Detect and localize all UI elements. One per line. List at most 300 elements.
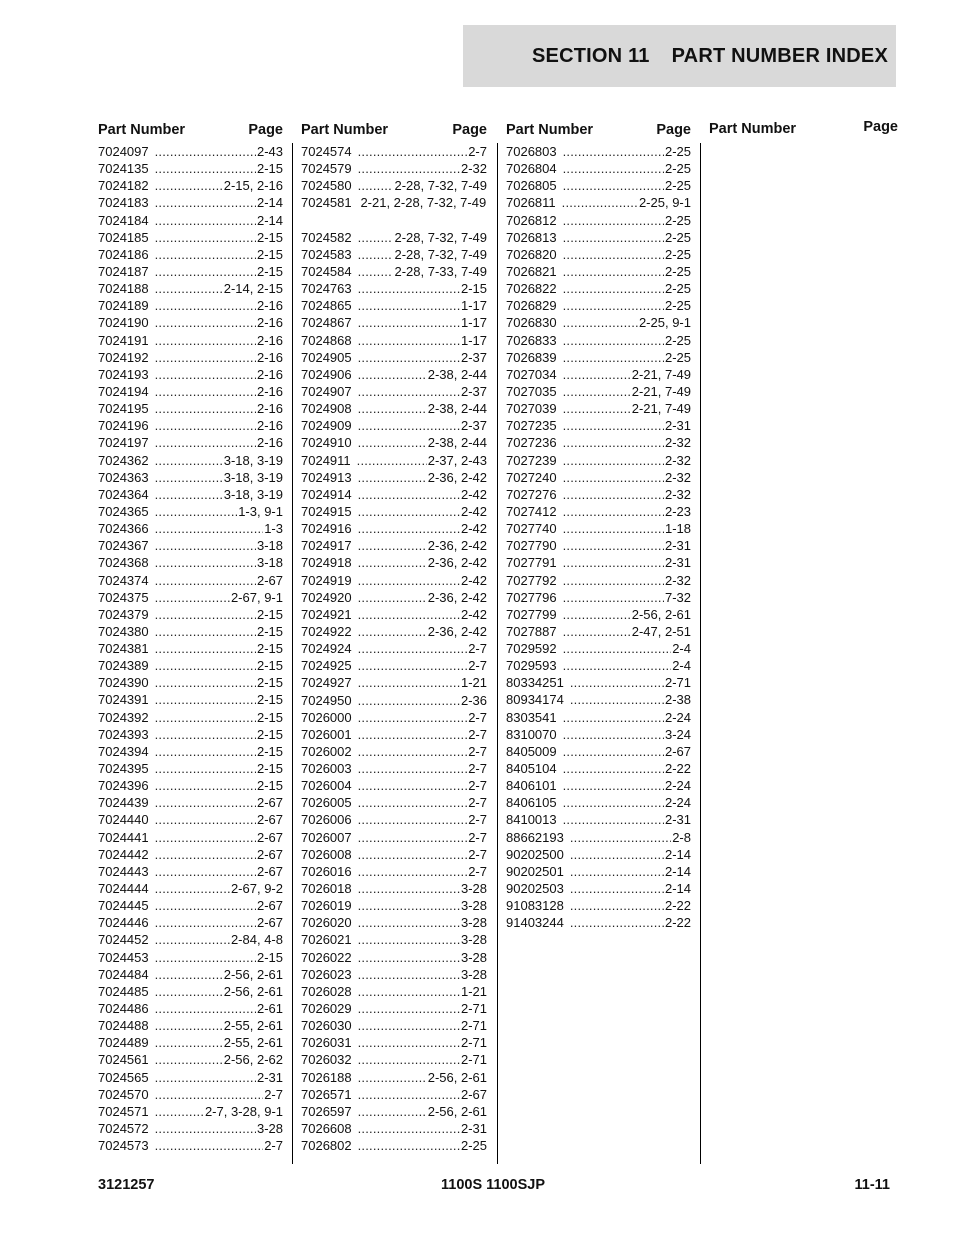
page-reference: 2-4 [672,641,691,657]
index-row [98,606,283,623]
page-reference: 2-7 [468,658,487,674]
part-number: 7026002 [301,743,352,759]
dot-leader [155,743,256,760]
dot-leader [563,794,664,811]
part-number: 7024571 [98,1103,149,1119]
index-row [301,520,487,537]
page-reference: 2-37 [460,383,487,399]
dot-leader [358,400,427,417]
page-reference: 2-67, 9-1 [230,589,283,605]
page-reference: 2-67 [256,846,283,862]
page-reference: 2-37, 2-43 [427,452,487,468]
index-row [98,1086,283,1103]
dot-leader [358,1017,460,1034]
page-reference: 2-37 [460,349,487,365]
index-row [301,554,487,571]
part-number: 7027791 [506,555,557,571]
dot-leader [358,743,468,760]
part-number: 7026021 [301,932,352,948]
part-number: 90202501 [506,863,564,879]
page-reference: 2-24 [664,778,691,794]
part-number: 7026029 [301,1001,352,1017]
dot-leader [563,726,664,743]
part-number: 7024440 [98,812,149,828]
index-row [301,863,487,880]
page-reference: 2-21, 7-49 [631,366,691,382]
page-reference: 2-38, 2-44 [427,366,487,382]
part-number: 7026019 [301,898,352,914]
part-number: 7024443 [98,863,149,879]
page-reference: 2-25 [664,178,691,194]
dot-leader [155,194,256,211]
part-number: 7024196 [98,418,149,434]
dot-leader [358,263,394,280]
dot-leader [570,846,664,863]
dot-leader [155,1069,256,1086]
index-row [506,554,691,571]
part-number: 7026571 [301,1086,352,1102]
page-reference: 1-3 [264,521,283,537]
part-number: 7024444 [98,881,149,897]
dot-leader [358,554,427,571]
page-reference: 2-7 [468,143,487,159]
part-number: 7024919 [301,572,352,588]
dot-leader [155,760,256,777]
page-reference: 2-67, 9-2 [230,881,283,897]
index-row [98,777,283,794]
column-divider [700,143,701,1164]
dot-leader [358,160,460,177]
dot-leader [358,297,460,314]
page-reference: 2-15 [256,623,283,639]
page-reference: 2-25 [664,246,691,262]
part-number: 7026811 [506,195,556,211]
page-reference: 2-14 [664,881,691,897]
index-row [506,674,691,691]
index-row [506,469,691,486]
page-reference: 2-32 [460,161,487,177]
column-header [98,119,283,141]
page-reference: 2-36, 2-42 [427,555,487,571]
index-row [301,537,487,554]
index-row [506,332,691,349]
page-reference: 2-16 [256,401,283,417]
dot-leader [155,726,256,743]
page-reference: 2-71 [460,1052,487,1068]
dot-leader [358,914,460,931]
dot-leader [155,280,223,297]
page-reference: 3-28 [460,949,487,965]
page-reference: 3-18, 3-19 [223,452,283,468]
index-row [301,400,487,417]
index-row [506,434,691,451]
index-row [98,1034,283,1051]
dot-leader [155,949,256,966]
index-row [506,212,691,229]
part-number: 7024183 [98,195,149,211]
part-number: 7024188 [98,281,149,297]
index-row [506,366,691,383]
index-row [301,349,487,366]
index-row [301,1103,487,1120]
dot-leader [358,537,427,554]
index-row [98,692,283,709]
index-row [506,914,691,931]
page-reference: 2-36, 2-42 [427,623,487,639]
dot-leader [155,400,256,417]
part-number: 7024924 [301,641,352,657]
dot-leader [358,863,468,880]
dot-leader [563,777,664,794]
page-reference: 2-25 [664,332,691,348]
part-number: 7024379 [98,606,149,622]
dot-leader [358,332,460,349]
index-row [301,1051,487,1068]
dot-leader [563,143,664,160]
page-reference: 2-25 [664,143,691,159]
index-row [98,383,283,400]
page-reference: 3-24 [664,726,691,742]
dot-leader [358,229,394,246]
index-row [301,606,487,623]
page-reference: 2-15 [256,675,283,691]
page-reference: 2-24 [664,795,691,811]
index-row [506,349,691,366]
page-reference: 2-15 [256,658,283,674]
part-number: 7027887 [506,623,557,639]
page-reference: 2-36, 2-42 [427,469,487,485]
part-number: 7024445 [98,898,149,914]
dot-leader [563,434,664,451]
part-number: 7024921 [301,606,352,622]
dot-leader [155,1000,256,1017]
dot-leader [358,606,460,623]
part-number: 7026031 [301,1035,352,1051]
index-row [98,212,283,229]
page-reference: 2-25 [664,263,691,279]
page-reference: 2-67 [256,795,283,811]
dot-leader [563,400,631,417]
part-number: 7024922 [301,623,352,639]
dot-leader [358,383,460,400]
dot-leader [155,366,256,383]
dot-leader [155,674,256,691]
part-number: 7026608 [301,1121,352,1137]
index-row [301,966,487,983]
index-row [506,417,691,434]
page-reference: 2-67 [256,829,283,845]
dot-leader [563,383,631,400]
dot-leader [155,572,256,589]
index-row [301,314,487,331]
dot-leader [155,966,223,983]
page-reference: 2-71 [664,675,691,691]
dot-leader [155,623,256,640]
part-number: 7024365 [98,503,149,519]
part-number: 7026023 [301,966,352,982]
part-number: 7026020 [301,915,352,931]
part-number: 7026830 [506,315,557,331]
dot-leader [570,880,664,897]
part-number: 7026032 [301,1052,352,1068]
part-number: 8405104 [506,761,557,777]
dot-leader [358,1120,460,1137]
page-reference: 3-28 [460,932,487,948]
dot-leader [358,280,460,297]
index-row [301,623,487,640]
index-row [98,966,283,983]
dot-leader [155,177,223,194]
dot-leader [563,229,664,246]
index-row [98,1120,283,1137]
index-row [506,520,691,537]
page-reference: 2-15 [256,263,283,279]
part-number: 7024484 [98,966,149,982]
index-row [98,537,283,554]
page-reference: 2-7 [468,743,487,759]
page-reference: 2-14 [256,195,283,211]
page-reference: 2-15 [256,778,283,794]
index-row [506,452,691,469]
page-heading: Page [248,122,283,138]
part-number: 7027240 [506,469,557,485]
index-row [301,1017,487,1034]
dot-leader [155,417,256,434]
index-row [301,914,487,931]
page-reference: 2-25 [664,212,691,228]
index-row [98,760,283,777]
index-row [506,880,691,897]
part-number: 7024867 [301,315,352,331]
page-reference: 3-18 [256,538,283,554]
dot-leader [358,520,460,537]
dot-leader [563,417,664,434]
page-reference: 2-28, 7-32, 7-49 [394,178,487,194]
dot-leader [358,692,460,709]
dot-leader [358,966,460,983]
page-reference: 2-16 [256,383,283,399]
index-row [506,383,691,400]
page-reference: 2-7 [468,829,487,845]
index-row [98,400,283,417]
page-reference: 1-18 [664,521,691,537]
index-row [506,589,691,606]
index-row [506,846,691,863]
part-number: 7024582 [301,229,352,245]
part-number: 7024920 [301,589,352,605]
part-number: 7024453 [98,949,149,965]
page-reference: 1-21 [460,675,487,691]
index-row [506,572,691,589]
index-row [301,897,487,914]
index-row [98,983,283,1000]
dot-leader [563,314,638,331]
page-reference: 2-36, 2-42 [427,538,487,554]
page-reference: 2-25 [664,281,691,297]
dot-leader [155,537,256,554]
index-row [98,280,283,297]
part-number: 7026005 [301,795,352,811]
dot-leader [563,537,664,554]
page-reference: 2-31 [664,538,691,554]
dot-leader [155,1103,204,1120]
part-number: 7027412 [506,503,557,519]
part-number: 7024579 [301,161,352,177]
index-row [301,332,487,349]
index-row [301,1000,487,1017]
page-reference: 2-71 [460,1001,487,1017]
page-reference: 2-25, 9-1 [638,195,691,211]
dot-leader [358,674,460,691]
page-reference: 3-28 [460,915,487,931]
dot-leader [155,520,264,537]
part-number: 7027799 [506,606,557,622]
dot-leader [563,520,664,537]
dot-leader [563,554,664,571]
part-number: 8303541 [506,709,557,725]
part-number: 7026004 [301,778,352,794]
part-number: 7024185 [98,229,149,245]
dot-leader [358,760,468,777]
part-number: 7027790 [506,538,557,554]
page-reference: 2-7 [264,1086,283,1102]
dot-leader [155,143,256,160]
page-reference: 3-28 [460,881,487,897]
index-column-1 [98,119,283,1154]
part-number: 7024581 [301,195,352,211]
part-number: 7024184 [98,212,149,228]
page-reference: 2-7 [468,812,487,828]
part-number: 7024393 [98,726,149,742]
page-reference: 1-3, 9-1 [238,503,283,519]
dot-leader [358,572,460,589]
index-row [301,297,487,314]
part-number: 7024193 [98,366,149,382]
page-reference: 2-55, 2-61 [223,1035,283,1051]
page-reference: 2-16 [256,349,283,365]
dot-leader [155,691,256,708]
part-number: 7024439 [98,795,149,811]
part-number: 7026822 [506,281,557,297]
page-reference: 2-16 [256,332,283,348]
page-reference: 2-23 [664,503,691,519]
index-row [506,794,691,811]
part-number: 7026001 [301,726,352,742]
index-row [98,1137,283,1154]
page-reference: 3-18 [256,555,283,571]
dot-leader [155,983,223,1000]
index-row [98,674,283,691]
dot-leader [563,811,664,828]
dot-leader [155,297,256,314]
footer-model: 1100S 1100SJP [441,1177,546,1193]
dot-leader [155,880,230,897]
page-reference: 2-16 [256,298,283,314]
part-number: 7024187 [98,263,149,279]
index-row [506,400,691,417]
part-number: 7026803 [506,143,557,159]
part-number: 7024442 [98,846,149,862]
part-number: 7024574 [301,143,352,159]
index-row [301,383,487,400]
page-reference: 2-36 [460,692,487,708]
dot-leader [155,1120,256,1137]
part-number: 7024910 [301,435,352,451]
part-number: 7024390 [98,675,149,691]
index-row [506,297,691,314]
part-number: 7024375 [98,589,149,605]
page-reference: 2-38, 2-44 [427,435,487,451]
part-number: 91403244 [506,915,564,931]
dot-leader [155,606,256,623]
part-number: 7026833 [506,332,557,348]
page-reference: 2-42 [460,503,487,519]
index-row [301,726,487,743]
part-number: 7024190 [98,315,149,331]
part-number: 7024561 [98,1052,149,1068]
part-number: 7026030 [301,1018,352,1034]
part-number: 7024364 [98,486,149,502]
page-reference: 1-17 [460,332,487,348]
index-row [301,1120,487,1137]
page-reference: 2-21, 7-49 [631,383,691,399]
page-reference: 2-67 [256,898,283,914]
dot-leader [358,811,468,828]
page-reference: 2-42 [460,606,487,622]
page-reference: 2-67 [256,915,283,931]
dot-leader [563,297,664,314]
dot-leader [570,914,664,931]
dot-leader [562,194,638,211]
index-row [301,280,487,297]
part-number: 90202500 [506,846,564,862]
dot-leader [563,212,664,229]
part-number: 7026016 [301,863,352,879]
part-number: 7026820 [506,246,557,262]
page-reference: 2-42 [460,486,487,502]
dot-leader [155,897,256,914]
dot-leader [155,657,256,674]
page-reference: 2-56, 2-61 [631,606,691,622]
dot-leader [358,1103,427,1120]
part-number: 7024918 [301,555,352,571]
page-reference: 2-56, 2-61 [427,1069,487,1085]
part-number: 7024865 [301,298,352,314]
dot-leader [358,777,468,794]
section-number: SECTION 11 [532,44,650,67]
page-reference: 2-42 [460,521,487,537]
dot-leader [155,469,223,486]
dot-leader [570,829,671,846]
index-row [98,263,283,280]
footer-page-number: 11-11 [854,1177,890,1193]
index-row [506,537,691,554]
page-reference: 2-14, 2-15 [223,281,283,297]
part-number: 7024909 [301,418,352,434]
index-row [506,829,691,846]
dot-leader [155,332,256,349]
dot-leader [358,1034,460,1051]
part-number: 7024583 [301,246,352,262]
index-row [301,177,487,194]
dot-leader [155,863,256,880]
index-row [301,572,487,589]
index-row [506,246,691,263]
index-row [301,1137,487,1154]
page-reference: 2-36, 2-42 [427,589,487,605]
part-number: 7024927 [301,675,352,691]
page-reference: 2-71 [460,1035,487,1051]
